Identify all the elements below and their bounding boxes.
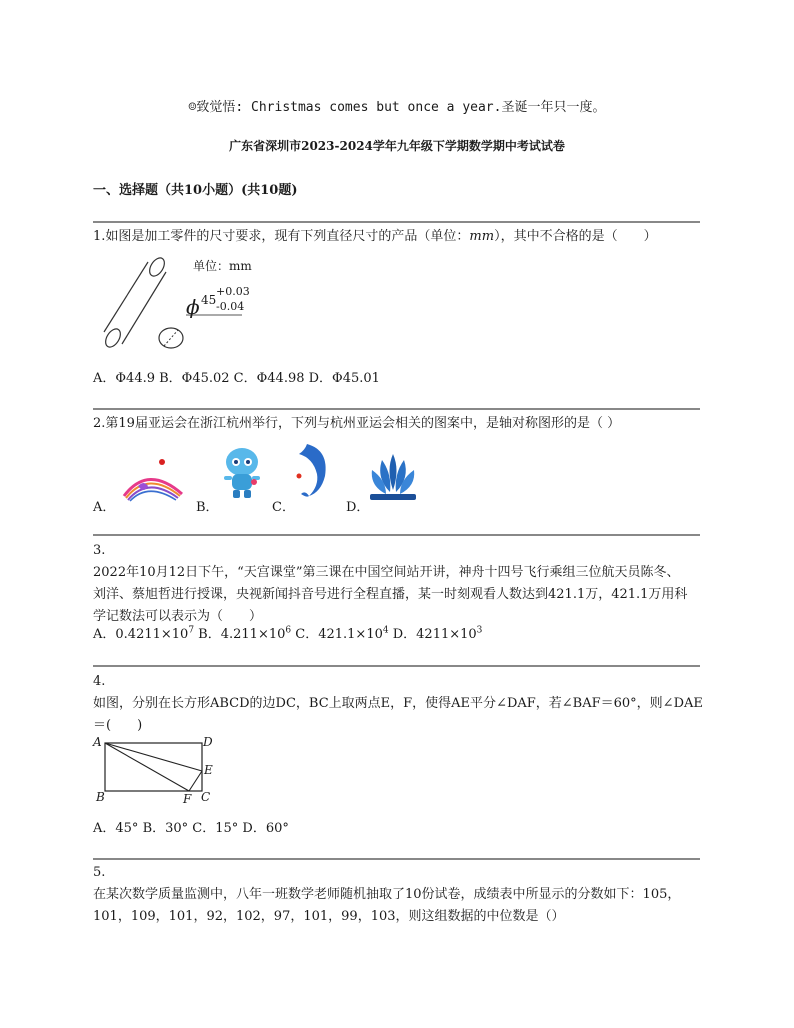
q3-option-c: C．421.1×10 <box>291 627 383 642</box>
q1-text-a: 1.如图是加工零件的尺寸要求，现有下列直径尺寸的产品（单位： <box>93 229 470 244</box>
mascot-icon <box>214 444 270 500</box>
q1-text-b: ），其中不合格的是（ ） <box>494 229 657 244</box>
question-4 <box>93 671 703 737</box>
q5-line-1: 在某次数学质量监测中，八年一班数学老师随机抽取了10份试卷，成绩表中所显示的分数如下：105， <box>93 887 681 902</box>
point-a: A <box>93 735 102 749</box>
motto-line: ☺致觉悟: Christmas comes but once a year.圣诞一年只一度。 <box>188 100 606 115</box>
q3-line-3: 学记数法可以表示为（ ） <box>93 609 263 624</box>
q4-line-1: 如图，分别在长方形ABCD的边DC，BC上取两点E，F，使得AE平分∠DAF，若∠BAF＝60°，则∠DAE <box>93 696 703 711</box>
q3-option-b: B．4.211×10 <box>194 627 286 642</box>
section-heading: 一、选择题（共10小题）(共10题) <box>93 183 298 198</box>
q3-option-b-exp: 6 <box>285 625 292 636</box>
divider <box>93 221 700 223</box>
q5-number: 5. <box>93 865 106 880</box>
rainbow-logo-icon <box>118 456 190 502</box>
point-b: B <box>96 790 105 804</box>
point-e: E <box>204 763 213 777</box>
q4-number: 4. <box>93 674 106 689</box>
q2-label-a: A． <box>93 500 116 515</box>
point-c: C <box>201 790 211 804</box>
q1-unit: mm <box>469 229 495 244</box>
q2-label-c: C． <box>272 500 295 515</box>
document-title: 广东省深圳市2023-2024学年九年级下学期数学期中考试试卷 <box>229 139 565 153</box>
q3-line-2: 刘洋、蔡旭哲进行授课，央视新闻抖音号进行全程直播，某一时刻观看人数达到421.1万，421.1万用科 <box>93 587 688 602</box>
divider <box>93 408 700 410</box>
q3-option-d: D．4211×10 <box>388 627 477 642</box>
q3-option-d-exp: 3 <box>476 625 483 636</box>
q2-label-b: B． <box>196 500 219 515</box>
question-1 <box>93 226 703 248</box>
point-d: D <box>203 735 213 749</box>
divider <box>93 534 700 536</box>
q1-options: A．Φ44.9 B．Φ45.02 C．Φ44.98 D．Φ45.01 <box>93 371 380 386</box>
fig-unit-label: 单位：mm <box>193 259 252 273</box>
fig-base-value: 45 <box>201 293 217 307</box>
question-2: 2.第19届亚运会在浙江杭州举行，下列与杭州亚运会相关的图案中，是轴对称图形的是（ ） <box>93 416 621 431</box>
q3-option-a-exp: 7 <box>188 625 195 636</box>
q3-number: 3. <box>93 543 106 558</box>
q3-line-1: 2022年10月12日下午，“天宫课堂”第三课在中国空间站开讲，神舟十四号飞行乘组三位航天员陈冬、 <box>93 565 680 580</box>
fig-lower-tolerance: -0.04 <box>216 300 245 313</box>
question-3 <box>93 540 703 628</box>
point-f: F <box>183 792 192 806</box>
divider <box>93 858 700 860</box>
divider <box>93 665 700 667</box>
q5-line-2: 101，109，101，92，102，97，101，99，103，则这组数据的中位数是（） <box>93 909 565 924</box>
question-5 <box>93 862 703 928</box>
lotus-icon <box>366 450 420 504</box>
q3-options <box>93 623 482 642</box>
fig-upper-tolerance: +0.03 <box>216 285 250 298</box>
q2-label-d: D． <box>346 500 370 515</box>
q4-line-2: ＝( ) <box>93 718 143 733</box>
q3-option-c-exp: 4 <box>382 625 389 636</box>
q3-option-a: A．0.4211×10 <box>93 627 189 642</box>
q4-options: A．45° B．30° C．15° D．60° <box>93 821 289 836</box>
phi-symbol: ϕ <box>186 295 200 319</box>
dolphin-icon <box>285 440 335 500</box>
